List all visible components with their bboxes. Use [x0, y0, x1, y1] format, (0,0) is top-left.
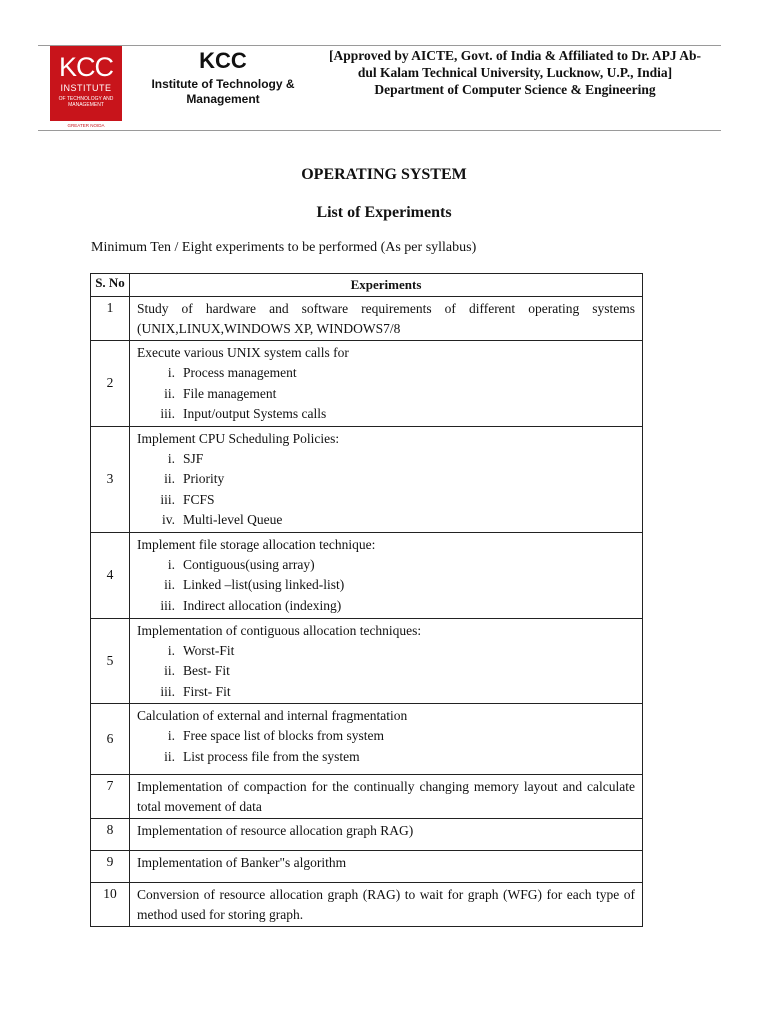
table-row	[91, 532, 643, 618]
table-row	[91, 618, 643, 704]
list-item-number: ii.	[164, 471, 175, 486]
list-item-text: SJF	[183, 450, 204, 466]
list-item	[137, 490, 635, 511]
list-item	[137, 661, 635, 682]
experiment-cell	[130, 775, 643, 819]
list-item-text: Multi-level Queue	[183, 512, 283, 527]
list-item	[137, 747, 635, 768]
table-row	[91, 297, 643, 341]
experiment-cell	[130, 704, 643, 775]
list-item-text: Worst-Fit	[183, 642, 235, 658]
list-item-number: iii.	[160, 491, 175, 507]
header-top-rule	[38, 45, 721, 46]
approval-line2: dul Kalam Technical University, Lucknow, U.P., India]	[357, 65, 673, 80]
experiment-text: Implementation of Banker"s algorithm	[137, 855, 347, 870]
column-header-sno: S. No	[91, 274, 130, 297]
row-number: 2	[91, 341, 130, 427]
table-row	[91, 426, 643, 532]
list-item	[137, 682, 635, 703]
experiment-subitems	[137, 555, 635, 617]
experiment-cell	[130, 341, 643, 427]
list-item-text: Contiguous(using array)	[183, 556, 315, 572]
list-item-number: ii.	[164, 385, 175, 401]
list-item	[137, 363, 635, 384]
list-item-text: Priority	[183, 471, 225, 486]
list-item-number: iii.	[160, 597, 175, 613]
list-item-number: i.	[167, 365, 175, 380]
experiment-subitems	[137, 363, 635, 425]
department-name: Department of Computer Science & Engineering	[374, 82, 656, 97]
list-item-number: ii.	[164, 663, 175, 678]
table-row	[91, 704, 643, 775]
experiment-cell	[130, 883, 643, 927]
table-row	[91, 819, 643, 851]
experiment-cell	[130, 426, 643, 532]
list-item-number: iv.	[162, 512, 175, 527]
experiment-text: Execute various UNIX system calls for	[137, 345, 349, 360]
intro-text: Minimum Ten / Eight experiments to be performed (As per syllabus)	[91, 240, 477, 255]
experiment-cell	[130, 532, 643, 618]
experiment-cell	[130, 851, 643, 883]
list-item	[137, 384, 635, 405]
list-item-text: Input/output Systems calls	[183, 406, 327, 421]
list-item-text: Linked –list(using linked-list)	[183, 577, 345, 592]
institute-name: KCC	[199, 48, 247, 73]
list-item-number: i.	[167, 556, 175, 572]
logo-line2: OF TECHNOLOGY AND MANAGEMENT	[58, 96, 114, 108]
row-number: 10	[91, 883, 130, 927]
institute-subtitle: Institute of Technology & Management	[151, 77, 295, 106]
logo-name: KCC	[58, 52, 113, 82]
list-item	[137, 404, 635, 425]
row-number: 4	[91, 532, 130, 618]
experiment-text: Implementation of resource allocation graph RAG)	[137, 823, 414, 838]
list-item-text: First- Fit	[183, 683, 231, 699]
list-item	[137, 641, 635, 662]
page-title: OPERATING SYSTEM	[301, 166, 467, 183]
list-item	[137, 510, 635, 531]
logo-line1: INSTITUTE	[60, 83, 112, 93]
experiment-subitems	[137, 641, 635, 703]
list-item-text: FCFS	[183, 491, 215, 507]
list-item-number: i.	[167, 450, 175, 466]
list-item-text: Free space list of blocks from system	[183, 728, 384, 743]
list-item-text: Process management	[183, 365, 297, 380]
list-item	[137, 555, 635, 576]
list-item-number: i.	[167, 642, 175, 658]
table-header-row	[91, 274, 643, 297]
experiment-text: Implement file storage allocation technique:	[137, 536, 376, 552]
list-item	[137, 726, 635, 747]
experiment-cell	[130, 297, 643, 341]
list-item	[137, 449, 635, 470]
list-item	[137, 469, 635, 490]
approval-line1: [Approved by AICTE, Govt. of India & Affiliated to Dr. APJ Ab-	[328, 48, 702, 63]
list-item-number: ii.	[164, 748, 175, 764]
experiment-subitems	[137, 449, 635, 531]
experiment-subitems	[137, 726, 635, 767]
list-item-number: iii.	[160, 406, 175, 421]
list-item-text: Best- Fit	[183, 663, 230, 678]
approval-block	[310, 47, 720, 98]
experiments-table	[90, 273, 643, 927]
experiment-text: Calculation of external and internal fragmentation	[137, 708, 408, 723]
list-item	[137, 575, 635, 596]
experiment-cell	[130, 618, 643, 704]
table-row	[91, 775, 643, 819]
list-item-number: iii.	[160, 683, 175, 699]
row-number: 3	[91, 426, 130, 532]
list-item-number: ii.	[164, 577, 175, 592]
experiment-text: Conversion of resource allocation graph (RAG) to wait for graph (WFG) for each type of method used for storing graph.	[137, 887, 635, 922]
kcc-logo	[50, 46, 122, 130]
table-row	[91, 851, 643, 883]
row-number: 6	[91, 704, 130, 775]
row-number: 8	[91, 819, 130, 851]
row-number: 9	[91, 851, 130, 883]
page-subtitle: List of Experiments	[316, 204, 452, 221]
list-item-text: File management	[183, 385, 277, 401]
experiment-text: Implementation of compaction for the continually changing memory layout and calculate total movement of data	[137, 779, 635, 814]
logo-footer: GREATER NOIDA	[67, 123, 105, 128]
list-item	[137, 596, 635, 617]
table-row	[91, 883, 643, 927]
experiment-text: Implementation of contiguous allocation techniques:	[137, 622, 422, 638]
table-row	[91, 341, 643, 427]
row-number: 5	[91, 618, 130, 704]
experiment-text: Study of hardware and software requirements of different operating systems (UNIX,LINUX,WINDOWS XP, WINDOWS7/8	[137, 301, 635, 336]
list-item-text: List process file from the system	[183, 748, 360, 764]
row-number: 1	[91, 297, 130, 341]
list-item-text: Indirect allocation (indexing)	[183, 597, 342, 613]
list-item-number: i.	[167, 728, 175, 743]
row-number: 7	[91, 775, 130, 819]
column-header-experiments: Experiments	[130, 274, 643, 297]
institute-block	[140, 49, 306, 107]
experiment-cell	[130, 819, 643, 851]
experiment-text: Implement CPU Scheduling Policies:	[137, 430, 340, 446]
header-bottom-rule	[38, 130, 721, 131]
